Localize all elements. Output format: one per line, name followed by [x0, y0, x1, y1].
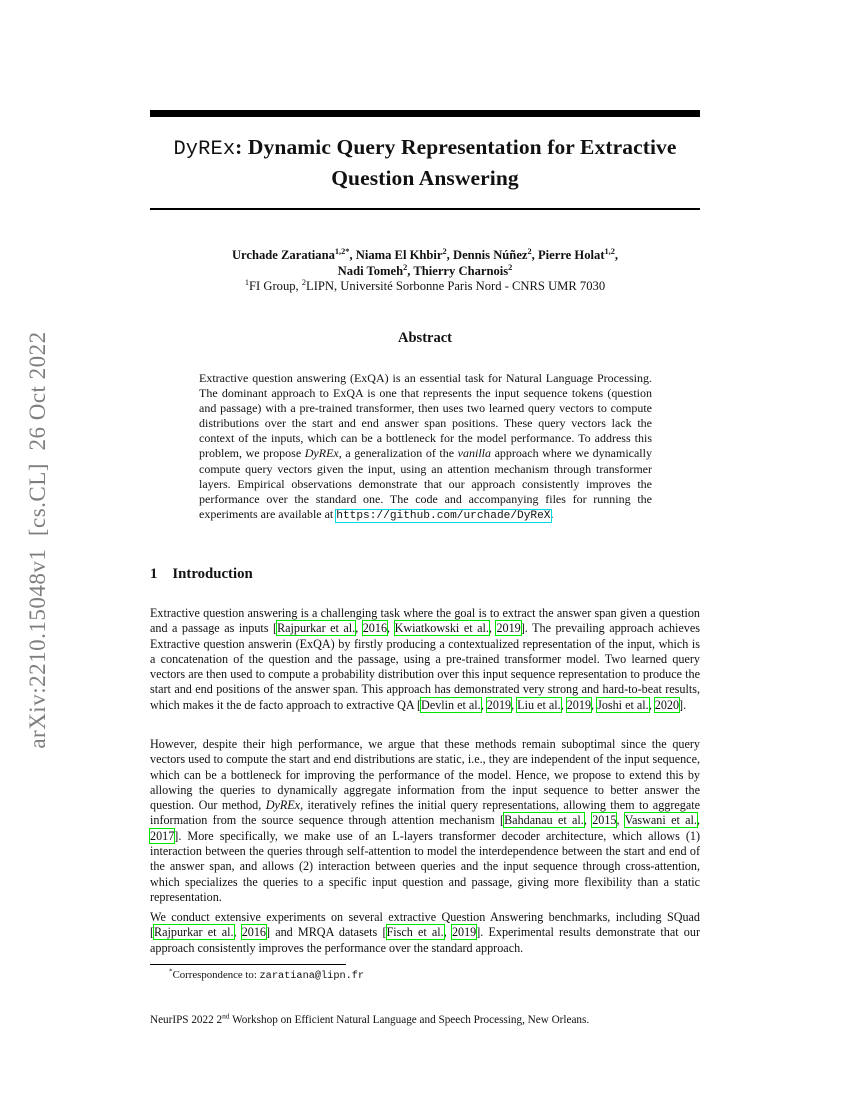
section-number: 1 — [150, 566, 158, 582]
citation-link[interactable]: Devlin et al. — [421, 697, 481, 712]
text-segment: FI Group, — [249, 279, 302, 294]
intro-paragraph-1 — [150, 606, 700, 713]
monospace-text: zaratiana@lipn.fr — [259, 970, 365, 982]
abstract-heading: Abstract — [398, 330, 452, 346]
text-segment: approach where we dynamically compute query vectors given the input, using an attention mechanism through transformer layers. Empirical observations demonstrate that our approach consistently improves the performance over the standard one. The code and accompanying files for running the experiments are available at — [199, 446, 652, 521]
text-segment: , — [387, 621, 395, 636]
text-segment: LIPN, Université Sorbonne Paris Nord - CNRS UMR 7030 — [306, 279, 606, 294]
text-segment: , — [614, 248, 619, 262]
superscript: 2 — [301, 278, 307, 287]
text-segment: , — [696, 813, 700, 828]
paper-page — [150, 0, 700, 1100]
text-segment: , Pierre Holat — [531, 248, 605, 262]
text-segment: , Niama El Khbir — [349, 248, 443, 262]
title-rule — [150, 208, 700, 210]
citation-link[interactable]: Fisch et al. — [386, 925, 444, 940]
text-segment: ]. More specifically, we make use of an L-layers transformer decoder architecture, which allows (1) interaction between the queries through self-attention to model the interdependence between the start and end of the answer span, and allows (2) interaction between queries and the input sequence through cross-attention, which specializes the queries to a specific input question and passage, giving more flexibility than a static representation. — [150, 828, 700, 904]
citation-link[interactable]: 2019 — [451, 925, 477, 940]
footnote-rule — [150, 964, 346, 965]
text-segment: Urchade Zaratiana — [231, 248, 335, 262]
citation-link[interactable]: 2019 — [566, 697, 592, 712]
text-segment: , Dennis Núñez — [446, 248, 528, 262]
intro-paragraph-2 — [150, 737, 700, 905]
text-segment: , — [488, 621, 497, 636]
correspondence-footnote — [150, 969, 700, 982]
emphasis-text: DyREx — [265, 798, 301, 813]
text-segment: ]. — [679, 697, 687, 712]
text-segment: Extractive question answering (ExQA) is an essential task for Natural Language Processing. The dominant approach to ExQA is one that represents the input sequence tokens (question and passage) with a pre-trained transformer, then uses two learned query vectors to compute distributions over the start and end answer span positions. These query vectors lack the context of the inputs, which can be a bottleneck for the model performance. To address this problem, we propose — [199, 371, 652, 461]
superscript: 2 — [442, 246, 447, 256]
section-heading-introduction — [150, 566, 700, 583]
emphasis-text: vanilla — [457, 446, 491, 461]
author-line-2 — [150, 264, 700, 280]
text-segment: Nadi Tomeh — [337, 263, 404, 278]
superscript: 1,2 — [604, 246, 615, 256]
emphasis-text: DyREx — [304, 446, 339, 461]
citation-link[interactable]: Kwiatkowski et al. — [394, 621, 489, 636]
title-code-text: DyREx — [173, 138, 236, 161]
arxiv-watermark: arXiv:2210.15048v1 [cs.CL] 26 Oct 2022 — [25, 331, 50, 749]
text-segment: , — [648, 697, 655, 712]
citation-link[interactable]: 2019 — [496, 621, 521, 636]
text-segment: , — [443, 925, 452, 940]
code-url-link[interactable]: https://github.com/urchade/DyReX — [336, 509, 551, 522]
top-rule — [150, 110, 700, 117]
text-segment: Extractive question answering is a challenging task where the goal is to extract the answer span given a question and a passage as inputs [ — [150, 606, 700, 636]
citation-link[interactable]: 2020 — [654, 697, 680, 712]
superscript: 2 — [403, 262, 408, 272]
superscript: 1,2* — [334, 246, 350, 256]
text-segment: , — [233, 925, 242, 940]
text-segment: : Dynamic Query Representation for Extractive Question Answering — [235, 135, 677, 190]
superscript: 1 — [244, 278, 250, 287]
text-segment: , — [511, 697, 518, 712]
superscript: 2 — [508, 262, 513, 272]
superscript: 2 — [527, 246, 532, 256]
text-segment: , — [583, 813, 593, 828]
text-segment: , — [591, 697, 598, 712]
superscript: nd — [222, 1011, 230, 1021]
affiliation-line — [150, 279, 700, 295]
text-segment: , — [616, 813, 625, 828]
text-segment: ]. The prevailing approach achieves Extractive question answerin (ExQA) by firstly producing a contextualized representation of the input, which is a concatenation of the question and the passage, using a pre-trained transformer model. Two learned query vectors are then used to compute a probability distribution over this input sequence representation to produce the start and end positions of the answer span. This approach has demonstrated very strong and hard-to-beat results, which makes it the de facto approach to extractive QA [ — [150, 621, 700, 712]
citation-link[interactable]: 2015 — [592, 813, 617, 828]
citation-link[interactable]: 2016 — [241, 925, 266, 940]
author-line-1 — [150, 248, 700, 264]
text-segment: , — [560, 697, 567, 712]
citation-link[interactable]: Vaswani et al. — [624, 813, 697, 828]
citation-link[interactable]: 2017 — [150, 828, 175, 843]
paper-title — [150, 133, 700, 193]
author-block — [150, 248, 700, 295]
text-segment: ]. Experimental results demonstrate that our approach consistently improves the performance over the standard approach. — [150, 925, 700, 955]
citation-link[interactable]: Rajpurkar et al. — [277, 621, 356, 636]
text-segment: Correspondence to: — [172, 969, 260, 981]
text-segment: We conduct extensive experiments on several extractive Question Answering benchmarks, including SQuad [ — [150, 910, 700, 940]
conference-footer — [150, 1011, 700, 1026]
citation-link[interactable]: Rajpurkar et al. — [154, 925, 234, 940]
citation-link[interactable]: Bahdanau et al. — [504, 813, 584, 828]
text-segment: Workshop on Efficient Natural Language and Speech Processing, New Orleans. — [229, 1014, 590, 1026]
text-segment: . — [550, 506, 554, 521]
text-segment: , Thierry Charnois — [407, 263, 509, 278]
abstract-text — [199, 371, 652, 524]
citation-link[interactable]: 2019 — [486, 697, 512, 712]
citation-link[interactable]: 2016 — [362, 621, 388, 636]
intro-paragraph-3 — [150, 910, 700, 956]
citation-link[interactable]: Joshi et al. — [597, 697, 649, 712]
text-segment: ] and MRQA datasets [ — [266, 925, 387, 940]
citation-link[interactable]: Liu et al. — [517, 697, 561, 712]
text-segment: However, despite their high performance, we argue that these methods remain suboptimal since the query vectors used to compute the start and end distributions are static, i.e., they are independent of the input sequence, which can be a bottleneck for improving the performance of the model. Hence, we propose to extend this by allowing the queries to dynamically aggregate information from the input sequence to better answer the question. Our method, — [150, 737, 700, 813]
superscript: * — [169, 967, 173, 976]
section-title: Introduction — [172, 566, 253, 582]
text-segment: , a generalization of the — [338, 446, 458, 461]
text-segment: , iteratively refines the initial query representations, allowing them to aggregate information from the source sequence through attention mechanism [ — [150, 798, 700, 828]
text-segment: , — [480, 697, 487, 712]
text-segment: , — [355, 621, 363, 636]
text-segment: NeurIPS 2022 2 — [150, 1014, 223, 1026]
